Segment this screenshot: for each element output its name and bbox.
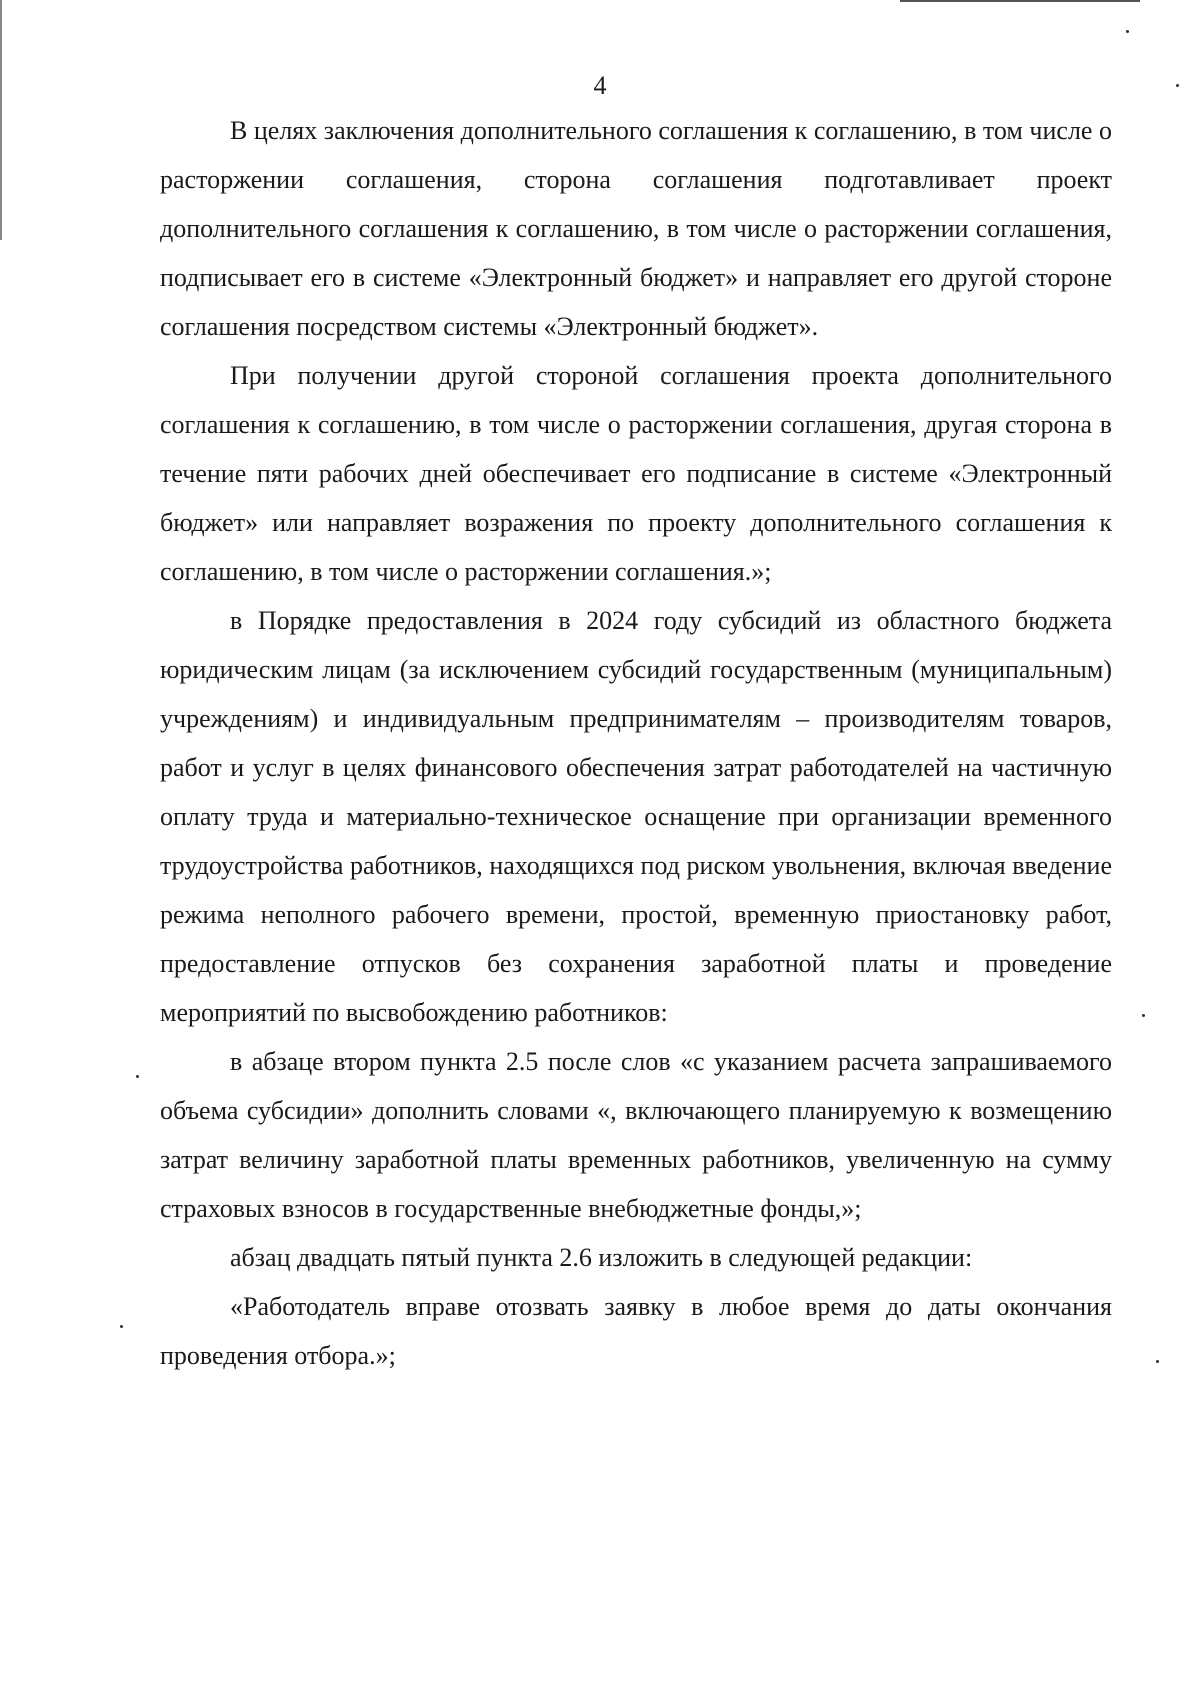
scan-speck xyxy=(120,1325,123,1328)
scan-speck xyxy=(1126,30,1129,33)
paragraph: в Порядке предоставления в 2024 году субсидий из областного бюджета юридическим лицам (за исключением субсидий государственным (муниципальным) учреждениям) и индивидуальным предпринимателям – производителям товаров, работ и услуг в целях финансового обеспечения затрат работодателей на частичную оплату труда и материально-техническое оснащение при организации временного трудоустройства работников, находящихся под риском увольнения, включая введение режима неполного рабочего времени, простой, временную приостановку работ, предоставление отпусков без сохранения заработной платы и проведение мероприятий по высвобождению работников: xyxy=(160,606,1112,1027)
page-number: 4 xyxy=(593,71,607,100)
document-body xyxy=(160,106,1112,1380)
paragraph: При получении другой стороной соглашения проекта дополнительного соглашения к соглашению, в том числе о расторжении соглашения, другая сторона в течение пяти рабочих дней обеспечивает его подписание в системе «Электронный бюджет» или направляет возражения по проекту дополнительного соглашения к соглашению, в том числе о расторжении соглашения.»; xyxy=(160,361,1112,586)
paragraph: абзац двадцать пятый пункта 2.6 изложить в следующей редакции: xyxy=(230,1243,973,1272)
scan-speck xyxy=(136,1075,139,1078)
scan-speck xyxy=(1142,1014,1145,1017)
paragraph: в абзаце втором пункта 2.5 после слов «с указанием расчета запрашиваемого объема субсидии» дополнить словами «, включающего планируемую к возмещению затрат величину заработной платы временных работников, увеличенную на сумму страховых взносов в государственные внебюджетные фонды,»; xyxy=(160,1047,1112,1223)
scan-speck xyxy=(1156,1360,1159,1363)
scan-edge-left xyxy=(0,0,2,240)
scan-edge-top xyxy=(900,0,1140,2)
paragraph: «Работодатель вправе отозвать заявку в любое время до даты окончания проведения отбора.»; xyxy=(160,1292,1112,1370)
paragraph: В целях заключения дополнительного соглашения к соглашению, в том числе о расторжении соглашения, сторона соглашения подготавливает проект дополнительного соглашения к соглашению, в том числе о расторжении соглашения, подписывает его в системе «Электронный бюджет» и направляет его другой стороне соглашения посредством системы «Электронный бюджет». xyxy=(160,116,1112,341)
